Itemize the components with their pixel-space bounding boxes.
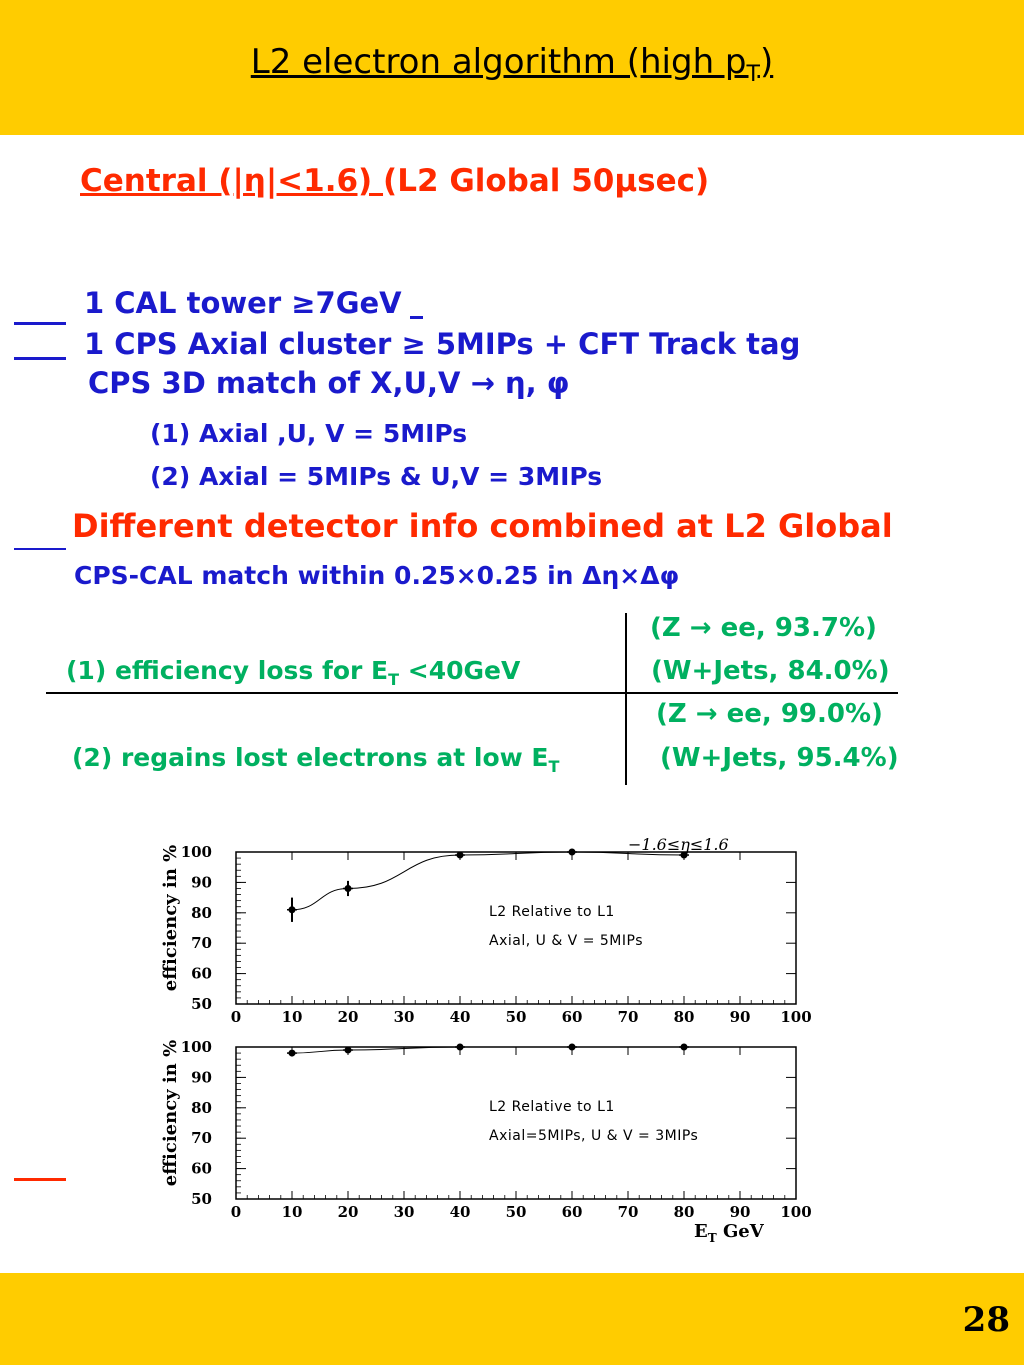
row1-label-sub: T [388,670,400,689]
x-tick-label: 60 [561,1203,583,1221]
x-tick-label: 80 [673,1008,695,1026]
plot-frame [236,1047,796,1199]
page-number: 28 [962,1300,1010,1340]
row2-label-text: (2) regains lost electrons at low E [72,743,549,772]
efficiency-charts [0,830,1024,1250]
y-axis-label: efficiency in % [160,844,181,992]
data-point [569,849,576,856]
data-point [457,1044,464,1051]
y-tick-label: 50 [191,995,212,1013]
underscore-mark [410,316,423,319]
y-tick-label: 90 [191,873,212,892]
x-tick-label: 50 [505,1008,527,1026]
central-heading [80,163,709,199]
data-point [681,1044,688,1051]
chart-1 [160,835,812,1026]
x-tick-label: 40 [449,1203,471,1221]
data-point [569,1044,576,1051]
row1-w-efficiency: (W+Jets, 84.0%) [651,656,890,686]
global-time: (L2 Global 50μsec) [383,163,710,199]
plot-frame [236,852,796,1004]
x-tick-label: 50 [505,1203,527,1221]
plot-legend-text: L2 Relative to L1 [489,1099,615,1115]
x-tick-label: 100 [780,1203,812,1221]
row2-w-efficiency: (W+Jets, 95.4%) [660,743,899,773]
bullet-marker [14,548,66,550]
x-tick-label: 40 [449,1008,471,1026]
x-tick-label: 20 [337,1203,359,1221]
x-tick-label: 10 [281,1203,303,1221]
table-horizontal-divider [46,692,898,694]
x-tick-label: 0 [230,1203,242,1221]
x-tick-label: 10 [281,1008,303,1026]
data-point [457,852,464,859]
table-vertical-divider [625,613,627,785]
y-axis-label: efficiency in % [160,1039,181,1187]
y-tick-label: 100 [180,1038,212,1056]
x-tick-label: 80 [673,1203,695,1221]
x-tick-label: 90 [729,1008,751,1026]
x-tick-label: 30 [393,1203,415,1221]
bullet-marker [14,357,66,360]
plot-legend-text: Axial=5MIPs, U & V = 3MIPs [489,1128,699,1144]
eta-range-annotation: −1.6≤η≤1.6 [628,835,729,854]
footer-band [0,1273,1024,1365]
plot-legend-text: L2 Relative to L1 [489,904,615,920]
option-2: (2) Axial = 5MIPs & U,V = 3MIPs [150,462,603,491]
plot-legend-text: Axial, U & V = 5MIPs [489,933,643,949]
x-axis-label: $E_T$ GeV [694,1221,764,1245]
y-tick-label: 70 [191,1129,212,1148]
row2-label [72,743,559,776]
x-tick-label: 70 [617,1008,639,1026]
x-tick-label: 90 [729,1203,751,1221]
y-tick-label: 70 [191,934,212,953]
row1-z-efficiency: (Z → ee, 93.7%) [650,613,877,643]
x-tick-label: 30 [393,1008,415,1026]
y-tick-label: 100 [180,843,212,861]
title-main: L2 electron algorithm (high p [250,42,747,82]
y-tick-label: 60 [191,964,212,983]
x-tick-label: 100 [780,1008,812,1026]
y-tick-label: 80 [191,1098,212,1117]
y-tick-label: 80 [191,903,212,922]
bullet-combined: Different detector info combined at L2 Global [72,507,893,545]
x-tick-label: 20 [337,1008,359,1026]
y-tick-label: 90 [191,1068,212,1087]
central-region: Central (|η|<1.6) [80,163,384,199]
slide-title [0,42,1024,87]
bullet-marker [14,322,66,325]
cps-cal-match: CPS-CAL match within 0.25×0.25 in Δη×Δφ [74,561,680,590]
row1-label-tail: <40GeV [399,656,521,685]
data-point [345,1047,352,1054]
x-tick-label: 0 [230,1008,242,1026]
option-1: (1) Axial ,U, V = 5MIPs [150,419,468,448]
data-point [289,906,296,913]
row2-label-sub: T [548,757,560,776]
title-subscript: T [746,61,760,87]
data-point [289,1050,296,1057]
row2-z-efficiency: (Z → ee, 99.0%) [656,699,883,729]
title-end: ) [759,42,774,82]
cps-3d-match: CPS 3D match of X,U,V → η, φ [88,366,570,400]
x-tick-label: 60 [561,1008,583,1026]
bullet-cps-axial: 1 CPS Axial cluster ≥ 5MIPs + CFT Track tag [84,327,801,361]
y-tick-label: 60 [191,1159,212,1178]
y-tick-label: 50 [191,1190,212,1208]
row1-label-text: (1) efficiency loss for E [66,656,389,685]
data-point [345,885,352,892]
chart-2 [160,1038,812,1245]
efficiency-curve [292,852,684,910]
x-tick-label: 70 [617,1203,639,1221]
bullet-cal-tower: 1 CAL tower ≥7GeV [84,286,402,320]
row1-label [66,656,520,689]
